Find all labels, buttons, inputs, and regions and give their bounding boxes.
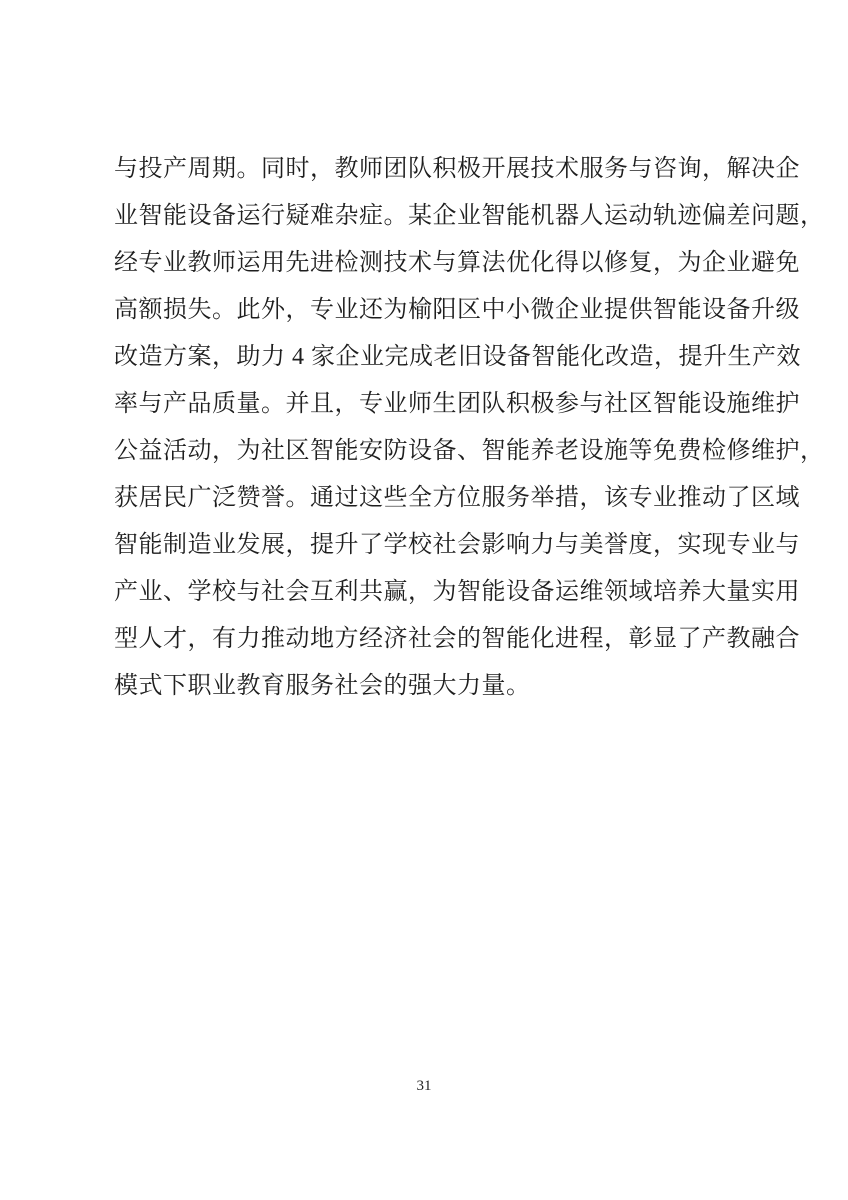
paragraph-line: 产业、学校与社会互利共赢，为智能设备运维领域培养大量实用 <box>114 579 800 605</box>
paragraph-line: 模式下职业教育服务社会的强大力量。 <box>114 673 531 699</box>
paragraph-line: 与投产周期。同时，教师团队积极开展技术服务与咨询，解决企 <box>114 156 800 182</box>
paragraph-line: 获居民广泛赞誉。通过这些全方位服务举措，该专业推动了区域 <box>114 485 800 511</box>
paragraph-line: 高额损失。此外，专业还为榆阳区中小微企业提供智能设备升级 <box>114 297 800 323</box>
page-number: 31 <box>416 1078 432 1094</box>
paragraph-line: 率与产品质量。并且，专业师生团队积极参与社区智能设施维护 <box>114 391 800 417</box>
paragraph-line: 业智能设备运行疑难杂症。某企业智能机器人运动轨迹偏差问题， <box>114 203 825 229</box>
paragraph-line: 经专业教师运用先进检测技术与算法优化得以修复，为企业避免 <box>114 250 800 276</box>
paragraph-line: 智能制造业发展，提升了学校社会影响力与美誉度，实现专业与 <box>114 532 800 558</box>
paragraph-line: 公益活动，为社区智能安防设备、智能养老设施等免费检修维护， <box>114 438 825 464</box>
paragraph-line: 型人才，有力推动地方经济社会的智能化进程，彰显了产教融合 <box>114 626 800 652</box>
paragraph-line: 改造方案，助力 4 家企业完成老旧设备智能化改造，提升生产效 <box>114 344 801 370</box>
body-paragraph <box>114 146 825 710</box>
